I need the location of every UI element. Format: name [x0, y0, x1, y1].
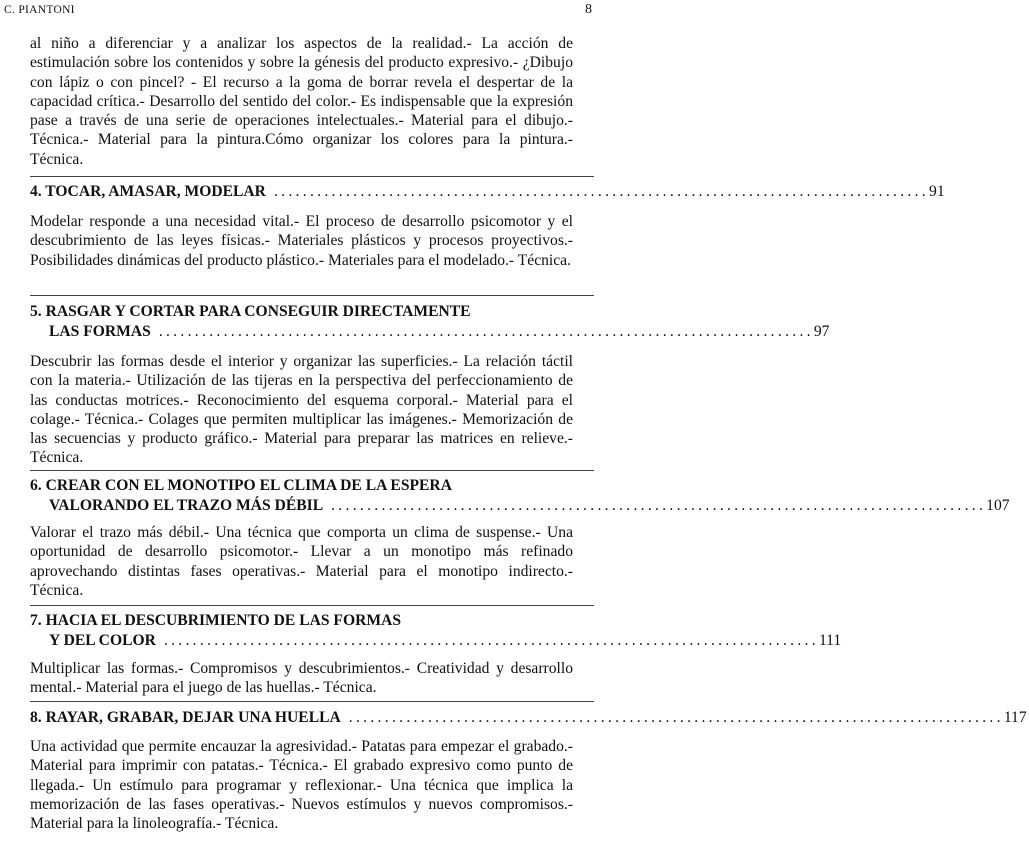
chapter-4-title: 4. TOCAR, AMASAR, MODELAR: [30, 183, 266, 200]
section-divider: [30, 470, 594, 471]
chapter-7-page: 111: [818, 631, 842, 649]
chapter-6-heading: [30, 476, 1010, 515]
dot-leader: ...........................................................................................: [273, 183, 930, 200]
chapter-8-summary-block: [30, 737, 573, 833]
chapter-8-page: 117: [1003, 709, 1027, 726]
chapter-4-summary-block: [30, 212, 573, 270]
intro-paragraph: al niño a diferenciar y a analizar los aspectos de la realidad.- La acción de estimulación sobre los contenidos y sobre la génesis del producto expresivo.- ¿Dibujo con lápiz o con pincel? - El recurso a la goma de borrar revela el despertar de la capacidad crítica.- Desarrollo del sentido del color.- Es indispensable que la expresión pase a través de una serie de operaciones intelectuales.- Material para el dibujo.- Técnica.- Material para la pintura.Cómo organizar los colores para la pintura.- Técnica.: [30, 35, 573, 168]
chapter-5-title-line1: 5. RASGAR Y CORTAR PARA CONSEGUIR DIRECTAMENTE: [30, 303, 471, 320]
chapter-6-page: 107: [986, 496, 1010, 514]
chapter-7-summary: Multiplicar las formas.- Compromisos y descubrimientos.- Creatividad y desarrollo mental.- Material para el juego de las huellas.- Técnica.: [30, 660, 573, 697]
running-head: C. PIANTONI: [4, 4, 75, 16]
dot-leader: ...........................................................................................: [158, 322, 814, 340]
chapter-4-page: 91: [929, 183, 945, 200]
chapter-4-heading: [30, 182, 945, 202]
chapter-8-title: 8. RAYAR, GRABAR, DEJAR UNA HUELLA: [30, 709, 341, 726]
dot-leader: ...........................................................................................: [331, 496, 987, 514]
chapter-7-heading: [30, 611, 842, 650]
chapter-8-heading: [30, 708, 1027, 728]
chapter-7-title-line1: 7. HACIA EL DESCUBRIMIENTO DE LAS FORMAS: [30, 612, 401, 629]
chapter-7-summary-block: [30, 659, 573, 698]
section-divider: [30, 176, 594, 177]
chapter-6-title-line2: VALORANDO EL TRAZO MÁS DÉBIL: [49, 496, 324, 514]
section-divider: [30, 295, 594, 296]
dot-leader: ...........................................................................................: [163, 631, 819, 649]
chapter-6-summary: Valorar el trazo más débil.- Una técnica que comporta un clima de suspense.- Una oportunidad de desarrollo psicomotor.- Llevar a un monotipo más refinado aprovechando distintas fases operativas.- Material para el monotipo indirecto.- Técnica.: [30, 524, 573, 599]
chapter-5-title-line2: LAS FORMAS: [49, 322, 151, 340]
chapter-5-summary: Descubrir las formas desde el interior y organizar las superficies.- La relación táctil con la materia.- Utilización de las tijeras en la perspectiva del perfeccionamiento de las conductas motrices.- Reconocimiento del esquema corporal.- Material para el colage.- Técnica.- Colages que permiten multiplicar las imágenes.- Memorización de las secuencias y producto gráfico.- Material para preparar las matrices en relieve.-Técnica.: [30, 353, 573, 467]
section-divider: [30, 701, 594, 702]
chapter-8-summary: Una actividad que permite encauzar la agresividad.- Patatas para empezar el grabado.- Material para imprimir con patatas.- Técnica.- El grabado expresivo como punto de llegada.- Un estímulo para programar y reflexionar.- Una técnica que implica la memorización de las fases operativas.- Nuevos estímulos y nuevos compromisos.- Material para la linoleografía.- Técnica.: [30, 738, 573, 833]
chapter-6-title-line1: 6. CREAR CON EL MONOTIPO EL CLIMA DE LA ESPERA: [30, 477, 452, 494]
page-number: 8: [585, 2, 592, 17]
chapter-6-summary-block: [30, 523, 573, 600]
chapter-7-title-line2: Y DEL COLOR: [49, 631, 156, 649]
intro-paragraph-block: [30, 34, 573, 169]
dot-leader: ...........................................................................................: [348, 709, 1004, 726]
chapter-4-summary: Modelar responde a una necesidad vital.- El proceso de desarrollo psicomotor y el descubrimiento de las leyes físicas.- Materiales plásticos y procesos proyectivos.-Posibilidades dinámicas del producto plástico.- Materiales para el modelado.- Técnica.: [30, 213, 573, 269]
chapter-5-summary-block: [30, 352, 573, 468]
chapter-5-page: 97: [813, 322, 830, 340]
section-divider: [30, 605, 594, 606]
chapter-5-heading: [30, 302, 830, 341]
